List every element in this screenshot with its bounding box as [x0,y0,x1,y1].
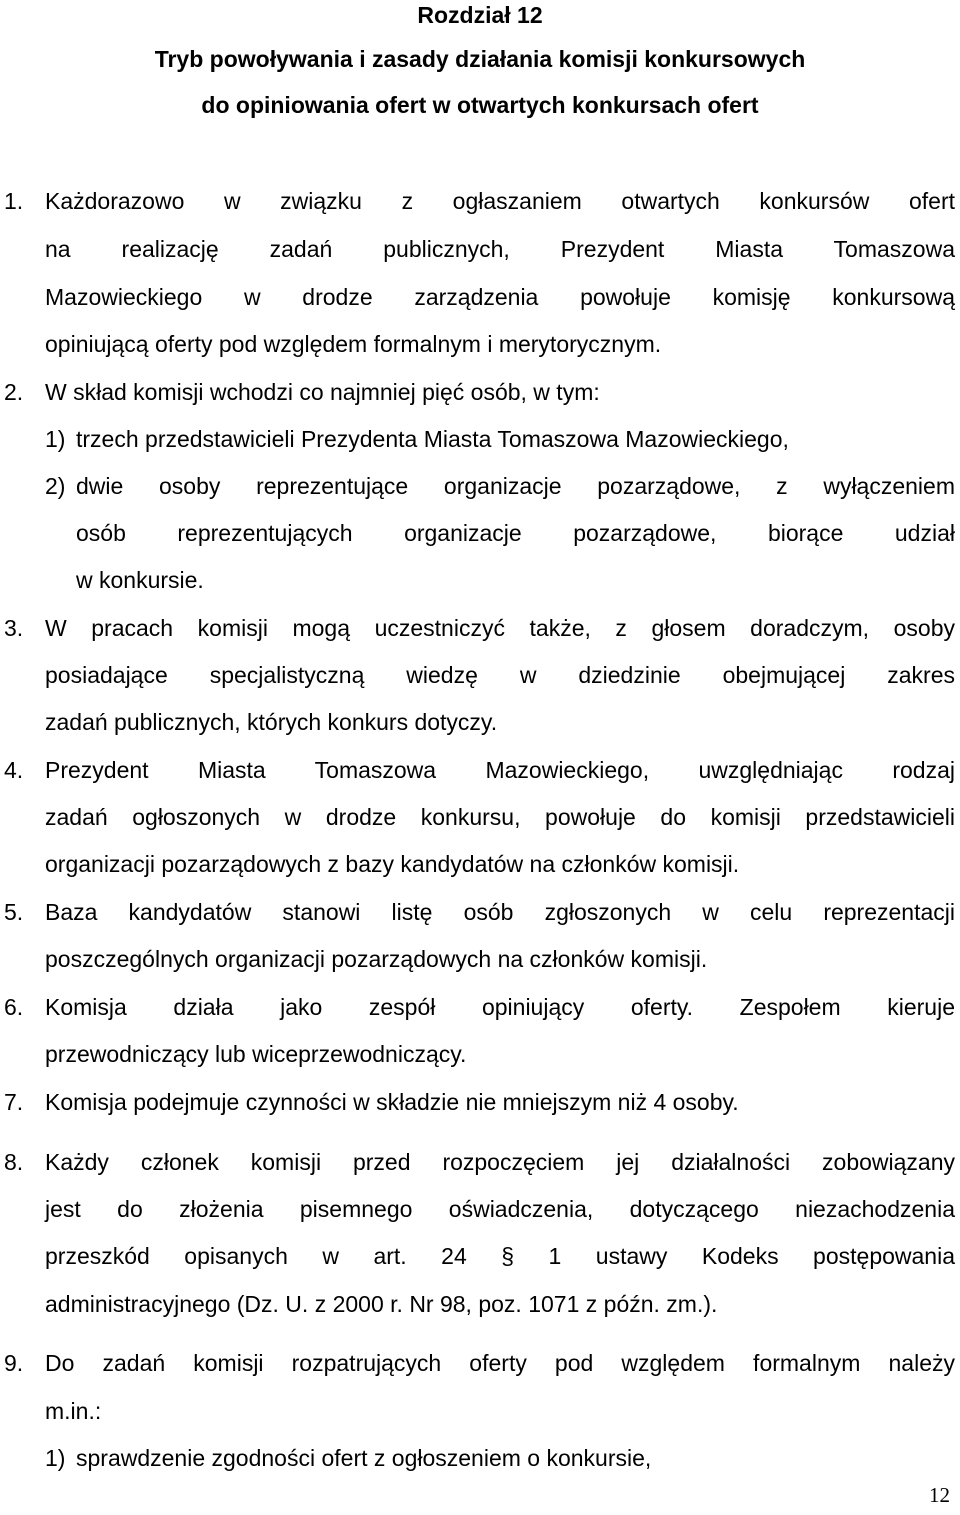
paragraph-line: Komisja działa jako zespół opiniujący oferty. Zespołem kieruje [45,994,955,1020]
paragraph-line: W pracach komisji mogą uczestniczyć także, z głosem doradczym, osoby [45,615,955,641]
subitem-number: 2) [45,473,66,499]
item-number: 1. [4,188,24,214]
paragraph-line: organizacji pozarządowych z bazy kandydatów na członków komisji. [45,851,740,877]
paragraph-line: Prezydent Miasta Tomaszowa Mazowieckiego, uwzględniając rodzaj [45,757,955,783]
paragraph-line: posiadające specjalistyczną wiedzę w dziedzinie obejmującej zakres [45,662,955,688]
subitem-number: 1) [45,426,66,452]
subitem-line: w konkursie. [76,567,204,593]
paragraph-line: W skład komisji wchodzi co najmniej pięć osób, w tym: [45,379,600,405]
paragraph-line: zadań publicznych, których konkurs dotyczy. [45,709,498,735]
chapter-title-line-1: Tryb powoływania i zasady działania komisji konkursowych [154,46,806,72]
paragraph-line: opiniującą oferty pod względem formalnym i merytorycznym. [45,331,662,357]
chapter-heading: Rozdział 12 [417,2,543,28]
paragraph-line: Komisja podejmuje czynności w składzie nie mniejszym niż 4 osoby. [45,1089,739,1115]
paragraph-line: Każdorazowo w związku z ogłaszaniem otwartych konkursów ofert [45,188,955,214]
item-number: 7. [4,1089,24,1115]
subitem-number: 1) [45,1445,66,1471]
paragraph-line: na realizację zadań publicznych, Prezydent Miasta Tomaszowa [45,236,955,262]
paragraph-line: Każdy członek komisji przed rozpoczęciem jej działalności zobowiązany [45,1149,955,1175]
paragraph-line: administracyjnego (Dz. U. z 2000 r. Nr 98, poz. 1071 z późn. zm.). [45,1291,718,1317]
subitem-line: osób reprezentujących organizacje pozarządowe, biorące udział [76,520,955,546]
paragraph-line: Do zadań komisji rozpatrujących oferty pod względem formalnym należy [45,1350,955,1376]
paragraph-line: przewodniczący lub wiceprzewodniczący. [45,1041,467,1067]
subitem-line: sprawdzenie zgodności ofert z ogłoszeniem o konkursie, [76,1445,652,1471]
item-number: 8. [4,1149,24,1175]
paragraph-line: jest do złożenia pisemnego oświadczenia, dotyczącego niezachodzenia [45,1196,955,1222]
item-number: 5. [4,899,24,925]
page-number: 12 [929,1483,950,1507]
subitem-line: dwie osoby reprezentujące organizacje pozarządowe, z wyłączeniem [76,473,955,499]
paragraph-line: przeszkód opisanych w art. 24 § 1 ustawy Kodeks postępowania [45,1243,955,1269]
item-number: 6. [4,994,24,1020]
item-number: 4. [4,757,24,783]
chapter-title-line-2: do opiniowania ofert w otwartych konkursach ofert [201,92,759,118]
paragraph-line: zadań ogłoszonych w drodze konkursu, powołuje do komisji przedstawicieli [45,804,955,830]
paragraph-line: poszczególnych organizacji pozarządowych na członków komisji. [45,946,708,972]
item-number: 9. [4,1350,24,1376]
item-number: 3. [4,615,24,641]
subitem-line: trzech przedstawicieli Prezydenta Miasta Tomaszowa Mazowieckiego, [76,426,789,452]
item-number: 2. [4,379,24,405]
paragraph-line: Mazowieckiego w drodze zarządzenia powołuje komisję konkursową [45,284,955,310]
paragraph-line: Baza kandydatów stanowi listę osób zgłoszonych w celu reprezentacji [45,899,955,925]
paragraph-line: m.in.: [45,1398,102,1424]
